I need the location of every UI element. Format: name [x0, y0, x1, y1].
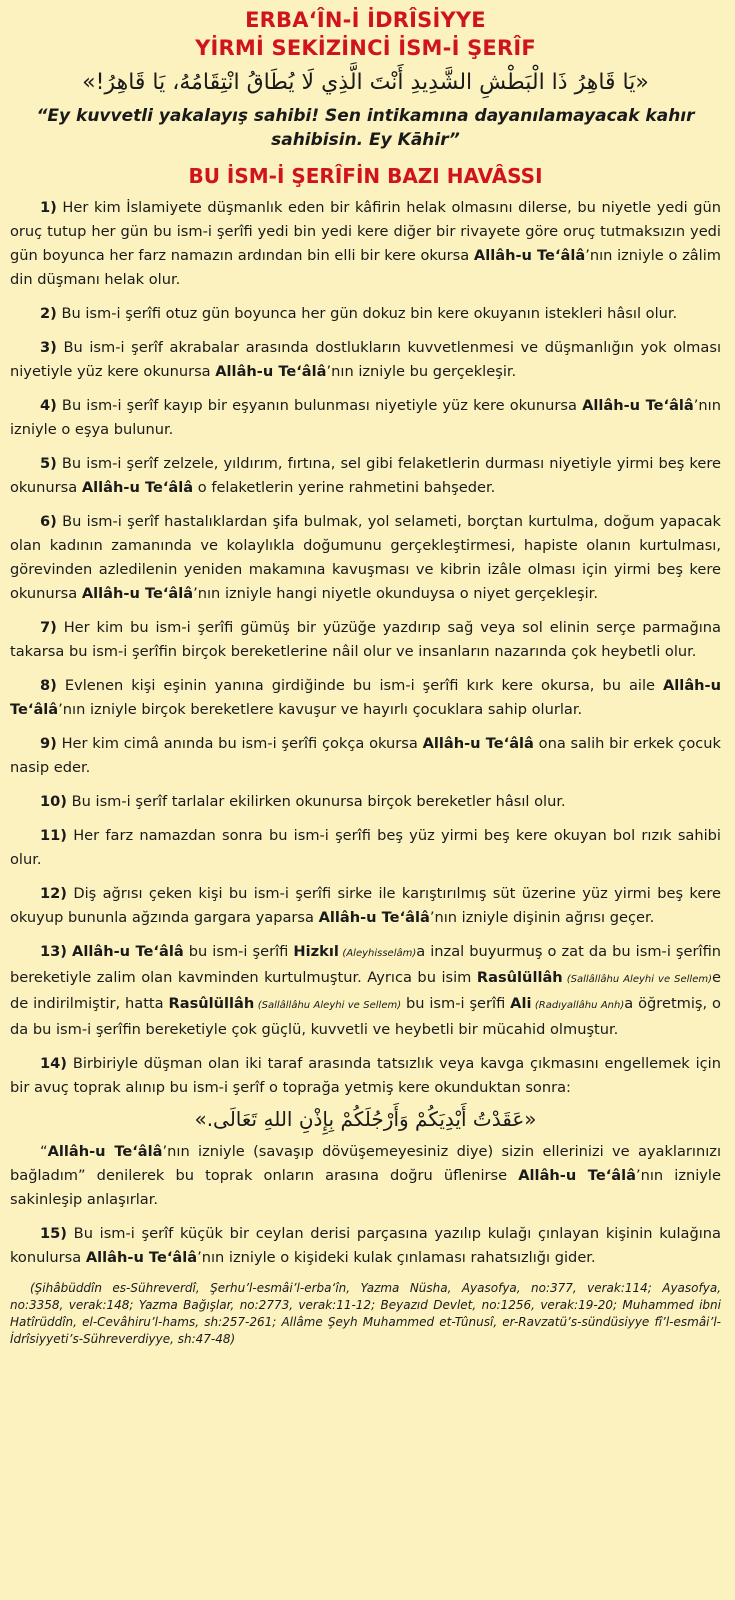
arabic-prayer: «يَا قَاهِرُ ذَا الْبَطْشِ الشَّدِيدِ أَنْتَ الَّذِي لَا يُطَاقُ انْتِقَامُهُ، يَا قَاهِرُ!» [82, 70, 649, 95]
item-13: 13) Allâh-u Te‘âlâ bu ism-i şerîfi Hizkıl (Aleyhisselâm)a inzal buyurmuş o zat da bu ism-i şerîfin bereketiyle zalim olan kavminden kurtulmuştur. Ayrıca bu isim Rasûlüllâh (Sallâllâhu Aleyhi ve Sellem)e de indirilmiştir, hatta Rasûlüllâh (Sallâllâhu Aleyhi ve Sellem) bu ism-i şerîfi Ali (Radıyallâhu Anh)a öğretmiş, o da bu ism-i şerîfin bereketiyle çok güçlü, kuvvetli ve heybetli bir mücahid olmuştur. [10, 943, 722, 1038]
item-10: 10) Bu ism-i şerîf tarlalar ekilirken okunursa birçok bereketler hâsıl olur. [40, 793, 566, 810]
havass-heading: BU İSM-İ ŞERÎFİN BAZI HAVÂSSI [188, 164, 543, 188]
prayer-translation: “Ey kuvvetli yakalayış sahibi! Sen intikamına dayanılamayacak kahır sahibisin. Ey Kāhir” [36, 106, 695, 150]
item-2: 2) Bu ism-i şerîfi otuz gün boyunca her gün dokuz bin kere okuyanın istekleri hâsıl olur. [40, 305, 678, 322]
item-5: 5) Bu ism-i şerîf zelzele, yıldırım, fırtına, sel gibi felaketlerin durması niyetiyle yirmi beş kere okunursa Allâh-u Te‘âlâ o felaketlerin yerine rahmetini bahşeder. [10, 455, 721, 496]
item-3: 3) Bu ism-i şerîf akrabalar arasında dostlukların kuvvetlenmesi ve düşmanlığın yok olması niyetiyle yüz kere okunursa Allâh-u Te‘âlâ’nın izniyle bu gerçekleşir. [10, 339, 721, 380]
item-14: 14) Birbiriyle düşman olan iki taraf arasında tatsızlık veya kavga çıkmasını engellemek için bir avuç toprak alınıp bu ism-i şerîf o toprağa yetmiş kere okunduktan sonra: [10, 1055, 721, 1096]
sources-citation: (Şihâbüddîn es-Sühreverdî, Şerhu’l-esmâi’l-erba‘în, Yazma Nüsha, Ayasofya, no:377, verak:114; Ayasofya, no:3358, verak:148; Yazma Bağışlar, no:2773, verak:11-12; Beyazıd Devlet, no:1256, verak:19-20; Muhammed ibni Hatîrüddîn, el-Cevâhiru’l-hams, sh:257-261; Allâme Şeyh Muhammed et-Tûnusî, er-Ravzatü’s-sündüsiyye fî’l-esmâi’l-İdrîsiyyeti’s-Sühreverdiyye, sh:47-48) [10, 1281, 721, 1346]
item-1: 1) Her kim İslamiyete düşmanlık eden bir kâfirin helak olmasını dilerse, bu niyetle yedi gün oruç tutup her gün bu ism-i şerîfi yedi bin yedi kere diğer bir rivayete göre oruç tutmaksızın yedi gün boyunca her farz namazın ardından bin elli bir kere okursa Allâh-u Te‘âlâ’nın izniyle o zâlim din düşmanı helak olur. [10, 199, 721, 288]
item-4: 4) Bu ism-i şerîf kayıp bir eşyanın bulunması niyetiyle yüz kere okunursa Allâh-u Te‘âlâ’nın izniyle o eşya bulunur. [10, 397, 721, 438]
item-11: 11) Her farz namazdan sonra bu ism-i şerîfi beş yüz yirmi beş kere okuyan bol rızık sahibi olur. [10, 827, 721, 868]
item-6: 6) Bu ism-i şerîf hastalıklardan şifa bulmak, yol selameti, borçtan kurtulma, doğum yapacak olan kadının zamanında ve kolaylıkla doğumunu gerçekleştirmesi, hapiste olanın kurtulması, görevinden azledilenin yeniden makamına kavuşması ve kibrin izâle olması için yirmi beş kere okunursa Allâh-u Te‘âlâ’nın izniyle hangi niyetle okunduysa o niyet gerçekleşir. [10, 513, 721, 602]
item-15: 15) Bu ism-i şerîf küçük bir ceylan derisi parçasına yazılıp kulağı çınlayan kişinin kulağına konulursa Allâh-u Te‘âlâ’nın izniyle o kişideki kulak çınlaması rahatsızlığı gider. [10, 1225, 721, 1266]
title-erbain: ERBA‘ÎN-İ İDRÎSİYYE [245, 8, 486, 32]
item-14-quote: “Allâh-u Te‘âlâ’nın izniyle (savaşıp dövüşemeyesiniz diye) sizin ellerinizi ve ayaklarınızı bağladım” denilerek bu toprak onların arasına doğru üflenirse Allâh-u Te‘âlâ’nın izniyle sakinleşip anlaşırlar. [10, 1143, 721, 1208]
title-ism-i-serif: YİRMİ SEKİZİNCİ İSM-İ ŞERÎF [195, 36, 536, 60]
item-8: 8) Evlenen kişi eşinin yanına girdiğinde bu ism-i şerîfi kırk kere okursa, bu aile Allâh-u Te‘âlâ’nın izniyle birçok bereketlere kavuşur ve hayırlı çocuklara sahip olurlar. [10, 677, 721, 718]
arabic-binding-phrase: «عَقَدْتُ أَيْدِيَكُمْ وَأَرْجُلَكُمْ بِإِذْنِ اللهِ تَعَالَى.» [194, 1107, 537, 1131]
item-7: 7) Her kim bu ism-i şerîfi gümüş bir yüzüğe yazdırıp sağ veya sol elinin serçe parmağına takarsa bu ism-i şerîfin birçok bereketlerine nâil olur ve insanların nazarında çok heybetli olur. [10, 619, 721, 660]
item-9: 9) Her kim cimâ anında bu ism-i şerîfi çokça okursa Allâh-u Te‘âlâ ona salih bir erkek çocuk nasip eder. [10, 735, 721, 776]
item-12: 12) Diş ağrısı çeken kişi bu ism-i şerîfi sirke ile karıştırılmış süt üzerine yüz yirmi beş kere okuyup bununla ağzında gargara yaparsa Allâh-u Te‘âlâ’nın izniyle dişinin ağrısı geçer. [10, 885, 721, 926]
